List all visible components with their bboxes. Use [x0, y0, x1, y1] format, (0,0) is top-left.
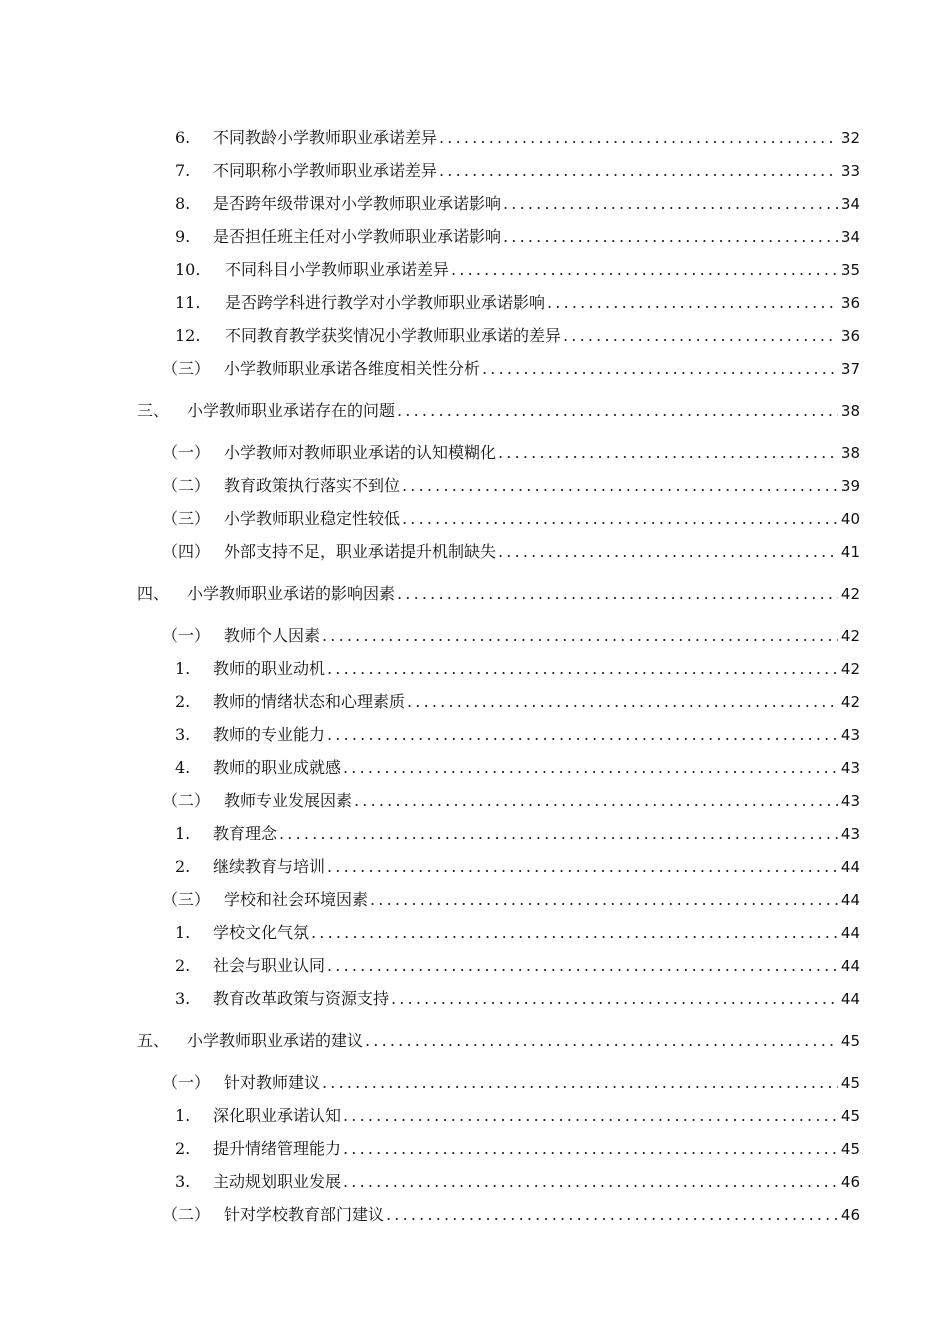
dot-leader — [370, 890, 838, 910]
entry-title: 是否担任班主任对小学教师职业承诺影响 — [213, 227, 502, 246]
dot-leader — [279, 824, 838, 844]
toc-entry[interactable] — [175, 853, 860, 877]
entry-page-number: 43 — [840, 759, 860, 777]
toc-entry[interactable] — [175, 289, 860, 313]
entry-number: （二） — [162, 791, 211, 810]
dot-leader — [322, 1073, 838, 1093]
entry-number: 1. — [175, 824, 191, 843]
entry-number: 1. — [175, 659, 191, 678]
entry-title: 教育政策执行落实不到位 — [224, 476, 401, 495]
entry-page-number: 34 — [840, 195, 860, 213]
entry-page-number: 37 — [840, 360, 860, 378]
entry-title: 教师的情绪状态和心理素质 — [213, 692, 406, 711]
entry-title: 是否跨学科进行教学对小学教师职业承诺影响 — [225, 293, 546, 312]
entry-number: （三） — [162, 890, 211, 909]
entry-title: 针对教师建议 — [224, 1073, 321, 1092]
toc-entry[interactable] — [175, 952, 860, 976]
dot-leader — [343, 1106, 838, 1126]
dot-leader — [498, 443, 838, 463]
entry-page-number: 36 — [840, 294, 860, 312]
entry-number: （三） — [162, 509, 211, 528]
toc-entry[interactable] — [175, 1135, 860, 1159]
entry-title: 教师的专业能力 — [213, 725, 326, 744]
entry-page-number: 42 — [840, 585, 860, 603]
entry-page-number: 43 — [840, 726, 860, 744]
dot-leader — [343, 1172, 838, 1192]
entry-title: 小学教师职业承诺各维度相关性分析 — [224, 359, 481, 378]
toc-entry[interactable] — [175, 721, 860, 745]
entry-number: 1. — [175, 1106, 191, 1125]
entry-title: 教师的职业动机 — [213, 659, 326, 678]
entry-number: 1. — [175, 923, 191, 942]
entry-page-number: 44 — [840, 924, 860, 942]
entry-title: 是否跨年级带课对小学教师职业承诺影响 — [213, 194, 502, 213]
entry-title: 不同职称小学教师职业承诺差异 — [213, 161, 438, 180]
toc-entry[interactable] — [175, 919, 860, 943]
entry-number: 12. — [175, 326, 201, 345]
dot-leader — [327, 956, 838, 976]
toc-entry[interactable] — [137, 580, 860, 604]
entry-page-number: 39 — [840, 477, 860, 495]
entry-page-number: 38 — [840, 402, 860, 420]
entry-page-number: 40 — [840, 510, 860, 528]
entry-title: 外部支持不足，职业承诺提升机制缺失 — [224, 542, 497, 561]
entry-page-number: 45 — [840, 1032, 860, 1050]
toc-entry[interactable] — [162, 472, 860, 496]
entry-page-number: 43 — [840, 792, 860, 810]
entry-number: （四） — [162, 542, 211, 561]
entry-number: 四、 — [137, 584, 170, 603]
entry-title: 教师专业发展因素 — [224, 791, 353, 810]
entry-title: 教育理念 — [213, 824, 278, 843]
dot-leader — [407, 692, 838, 712]
entry-number: 2. — [175, 956, 191, 975]
entry-title: 小学教师职业承诺的影响因素 — [187, 584, 396, 603]
toc-entry[interactable] — [175, 754, 860, 778]
entry-page-number: 42 — [840, 660, 860, 678]
entry-number: 2. — [175, 857, 191, 876]
dot-leader — [327, 857, 838, 877]
dot-leader — [365, 1031, 838, 1051]
dot-leader — [327, 659, 838, 679]
entry-page-number: 32 — [840, 129, 860, 147]
entry-number: 2. — [175, 1139, 191, 1158]
toc-entry[interactable] — [162, 538, 860, 562]
entry-title: 主动规划职业发展 — [213, 1172, 342, 1191]
entry-number: 6. — [175, 128, 191, 147]
entry-number: （二） — [162, 476, 211, 495]
toc-entry[interactable] — [175, 124, 860, 148]
entry-number: 8. — [175, 194, 191, 213]
dot-leader — [343, 758, 838, 778]
entry-number: 10. — [175, 260, 201, 279]
toc-entry[interactable] — [162, 622, 860, 646]
entry-page-number: 38 — [840, 444, 860, 462]
entry-number: （一） — [162, 443, 211, 462]
dot-leader — [402, 509, 838, 529]
entry-title: 教育改革政策与资源支持 — [213, 989, 390, 1008]
entry-number: 11. — [175, 293, 201, 312]
entry-page-number: 34 — [840, 228, 860, 246]
entry-title: 教师个人因素 — [224, 626, 321, 645]
dot-leader — [451, 260, 838, 280]
entry-title: 不同教龄小学教师职业承诺差异 — [213, 128, 438, 147]
entry-page-number: 33 — [840, 162, 860, 180]
entry-number: 五、 — [137, 1031, 170, 1050]
entry-title: 学校和社会环境因素 — [224, 890, 369, 909]
toc-entry[interactable] — [175, 985, 860, 1009]
entry-page-number: 35 — [840, 261, 860, 279]
dot-leader — [397, 401, 838, 421]
entry-page-number: 42 — [840, 693, 860, 711]
entry-title: 针对学校教育部门建议 — [224, 1205, 385, 1224]
entry-number: 4. — [175, 758, 191, 777]
entry-title: 小学教师对教师职业承诺的认知模糊化 — [224, 443, 497, 462]
entry-page-number: 45 — [840, 1140, 860, 1158]
dot-leader — [311, 923, 838, 943]
dot-leader — [503, 194, 838, 214]
toc-entry[interactable] — [175, 820, 860, 844]
entry-number: 3. — [175, 725, 191, 744]
entry-page-number: 44 — [840, 957, 860, 975]
toc-entry[interactable] — [175, 223, 860, 247]
toc-entry[interactable] — [162, 505, 860, 529]
entry-page-number: 36 — [840, 327, 860, 345]
entry-number: （三） — [162, 359, 211, 378]
toc-entry[interactable] — [162, 1069, 860, 1093]
dot-leader — [354, 791, 838, 811]
toc-entry[interactable] — [162, 886, 860, 910]
toc-entry[interactable] — [175, 322, 860, 346]
entry-page-number: 46 — [840, 1173, 860, 1191]
dot-leader — [503, 227, 838, 247]
entry-number: 7. — [175, 161, 191, 180]
dot-leader — [439, 128, 838, 148]
toc-entry[interactable] — [175, 190, 860, 214]
dot-leader — [397, 584, 838, 604]
toc-entry[interactable] — [162, 355, 860, 379]
entry-number: 3. — [175, 1172, 191, 1191]
entry-page-number: 44 — [840, 990, 860, 1008]
entry-number: 2. — [175, 692, 191, 711]
toc-entry[interactable] — [175, 1102, 860, 1126]
toc-entry[interactable] — [162, 1201, 860, 1225]
dot-leader — [498, 542, 838, 562]
toc-entry[interactable] — [175, 1168, 860, 1192]
entry-title: 小学教师职业承诺存在的问题 — [187, 401, 396, 420]
toc-entry[interactable] — [175, 688, 860, 712]
entry-page-number: 41 — [840, 543, 860, 561]
entry-title: 深化职业承诺认知 — [213, 1106, 342, 1125]
entry-page-number: 45 — [840, 1074, 860, 1092]
toc-entry[interactable] — [175, 655, 860, 679]
entry-number: （一） — [162, 1073, 211, 1092]
toc-entry[interactable] — [175, 157, 860, 181]
entry-number: （二） — [162, 1205, 211, 1224]
dot-leader — [563, 326, 838, 346]
dot-leader — [327, 725, 838, 745]
dot-leader — [547, 293, 838, 313]
toc-entry[interactable] — [175, 256, 860, 280]
entry-title: 继续教育与培训 — [213, 857, 326, 876]
entry-title: 教师的职业成就感 — [213, 758, 342, 777]
dot-leader — [391, 989, 838, 1009]
entry-page-number: 45 — [840, 1107, 860, 1125]
entry-title: 社会与职业认同 — [213, 956, 326, 975]
toc-entry[interactable] — [162, 787, 860, 811]
entry-number: 9. — [175, 227, 191, 246]
dot-leader — [439, 161, 838, 181]
entry-title: 小学教师职业承诺的建议 — [187, 1031, 364, 1050]
entry-title: 学校文化气氛 — [213, 923, 310, 942]
toc-entry[interactable] — [137, 397, 860, 421]
entry-title: 小学教师职业稳定性较低 — [224, 509, 401, 528]
dot-leader — [343, 1139, 838, 1159]
entry-page-number: 44 — [840, 891, 860, 909]
entry-number: （一） — [162, 626, 211, 645]
entry-page-number: 42 — [840, 627, 860, 645]
dot-leader — [322, 626, 838, 646]
entry-title: 不同科目小学教师职业承诺差异 — [225, 260, 450, 279]
toc-entry[interactable] — [162, 439, 860, 463]
dot-leader — [402, 476, 838, 496]
toc-entry[interactable] — [137, 1027, 860, 1051]
entry-page-number: 43 — [840, 825, 860, 843]
entry-page-number: 46 — [840, 1206, 860, 1224]
dot-leader — [386, 1205, 838, 1225]
entry-title: 不同教育教学获奖情况小学教师职业承诺的差异 — [225, 326, 562, 345]
entry-title: 提升情绪管理能力 — [213, 1139, 342, 1158]
entry-number: 3. — [175, 989, 191, 1008]
entry-number: 三、 — [137, 401, 170, 420]
dot-leader — [482, 359, 838, 379]
entry-page-number: 44 — [840, 858, 860, 876]
